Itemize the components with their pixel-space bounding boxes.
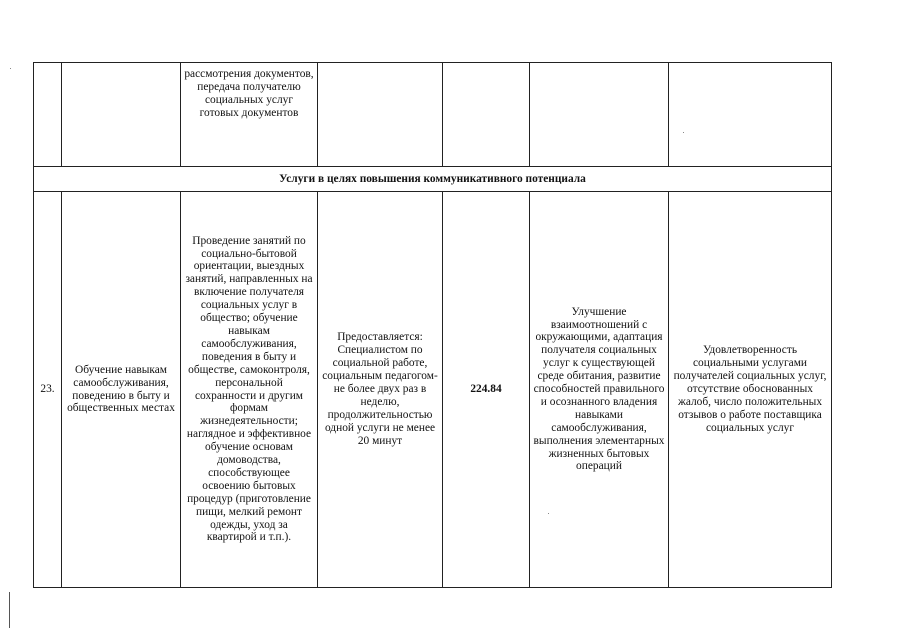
service-provision: Предоставляется: Специалистом по социальной работе, социальным педагогом- не более двух раз в неделю, продолжительностью одной услуги не менее 20 минут	[318, 192, 443, 588]
section-header-row	[34, 167, 832, 192]
service-quality: Удовлетворенность социальными услугами получателей социальных услуг, отсутствие обоснованных жалоб, число положительных отзывов о работе поставщика социальных услуг	[669, 192, 832, 588]
services-table	[33, 62, 832, 588]
service-row	[34, 192, 832, 588]
cell-content: рассмотрения документов, передача получателю социальных услуг готовых документов	[181, 63, 318, 167]
scan-margin-line	[9, 592, 10, 628]
service-name: Обучение навыкам самообслуживания, поведению в быту и общественных местах	[62, 192, 181, 588]
service-result: Улучшение взаимоотношений с окружающими, адаптация получателя социальных услуг к существующей среде обитания, развитие способностей правильного и осознанного владения навыками самообслуживания, выполнения элементарных жизненных бытовых операций	[530, 192, 669, 588]
cell-price-empty	[443, 63, 530, 167]
service-number: 23.	[34, 192, 62, 588]
cell-result-empty	[530, 63, 669, 167]
cell-provision-empty	[318, 63, 443, 167]
service-content: Проведение занятий по социально-бытовой ориентации, выездных занятий, направленных на включение получателя социальных услуг в общество; обучение навыкам самообслуживания, поведения в быту и обществе, самоконтроля, персональной сохранности и другим формам жизнедеятельности; наглядное и эффективное обучение основам домоводства, способствующее освоению бытовых процедур (приготовление пищи, мелкий ремонт одежды, уход за квартирой и т.п.).	[181, 192, 318, 588]
cell-name-empty	[62, 63, 181, 167]
continuation-row	[34, 63, 832, 167]
cell-quality-empty	[669, 63, 832, 167]
cell-number-empty	[34, 63, 62, 167]
service-price: 224.84	[443, 192, 530, 588]
scan-speck	[10, 68, 11, 69]
section-header: Услуги в целях повышения коммуникативного потенциала	[34, 167, 832, 192]
